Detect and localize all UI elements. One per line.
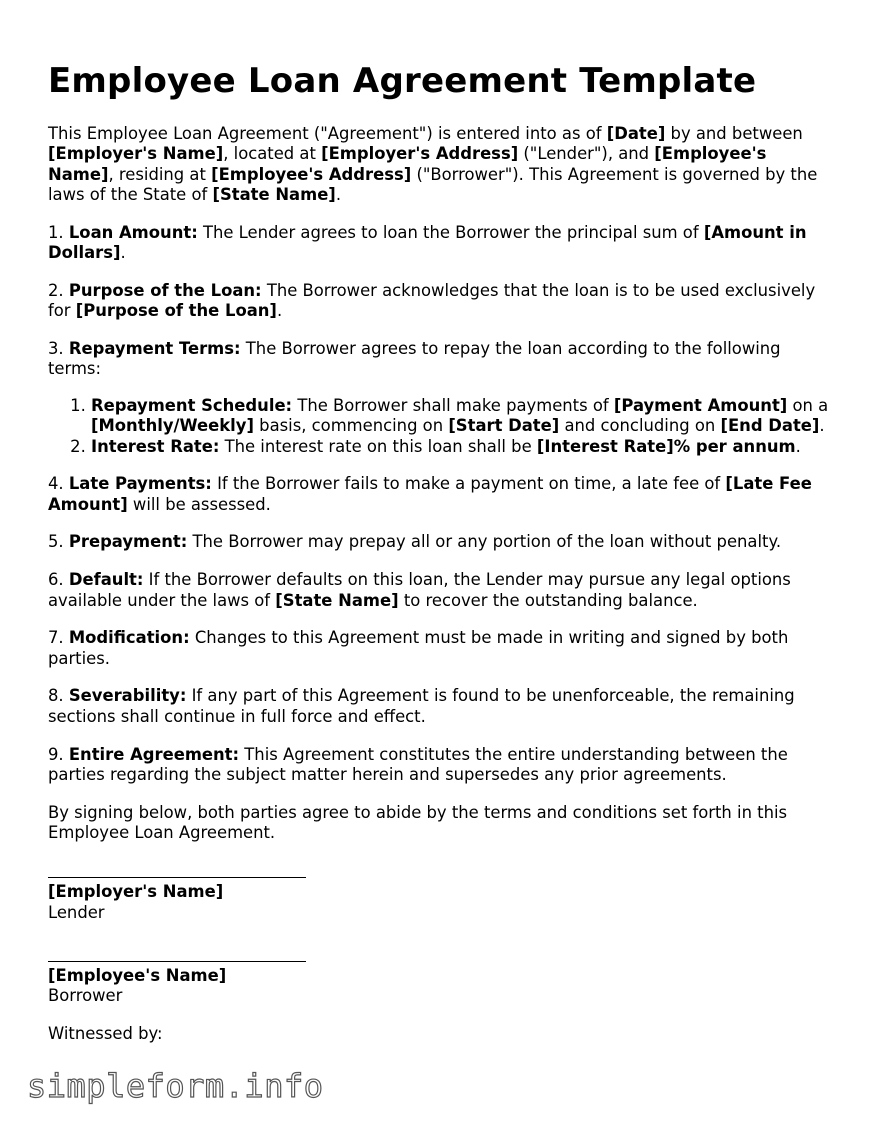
closing-paragraph: By signing below, both parties agree to abide by the terms and conditions set forth in this Employee Loan Agreement. [48, 802, 788, 842]
item-text: and concluding on [559, 416, 721, 436]
intro-paragraph [48, 124, 833, 205]
state-name-placeholder: [State Name] [212, 184, 336, 204]
item-text: The Borrower shall make payments of [292, 395, 614, 415]
employer-signature-block [48, 882, 833, 923]
employee-signature-line [48, 960, 306, 962]
intro-text: , located at [223, 144, 322, 164]
intro-text: This Employee Loan Agreement ("Agreement") is entered into as of [48, 124, 607, 143]
section-text: If the Borrower fails to make a payment on time, a late fee of [211, 474, 726, 494]
intro-text: , residing at [108, 164, 212, 184]
interest-rate-placeholder: [Interest Rate]% per annum [536, 436, 796, 456]
item-heading: Interest Rate: [91, 436, 220, 456]
section-repayment-terms [48, 339, 833, 380]
document-page [48, 58, 833, 1045]
employee-signature-block [48, 966, 833, 1007]
section-late-payments [48, 474, 833, 515]
employer-signature-line [48, 876, 306, 878]
employee-name-placeholder: [Employee's Name] [48, 965, 227, 985]
section-loan-amount [48, 223, 833, 264]
section-heading: Default: [68, 570, 144, 590]
employer-signature-name [48, 882, 833, 902]
section-number: 8. [48, 686, 69, 706]
employer-name-placeholder: [Employer's Name] [48, 144, 224, 164]
section-modification [48, 628, 833, 669]
employee-address-placeholder: [Employee's Address] [211, 164, 412, 184]
section-text: This Agreement constitutes the entire understanding between the parties regarding the subject matter herein and supersedes any prior agreements. [48, 744, 788, 784]
purpose-placeholder: [Purpose of the Loan] [75, 301, 277, 321]
witness-label: Witnessed by: [48, 1024, 163, 1044]
section-heading: Repayment Terms: [68, 338, 241, 358]
intro-text: . [335, 184, 342, 204]
section-number: 9. [48, 744, 69, 764]
section-prepayment [48, 532, 833, 552]
intro-text: ("Lender"), and [518, 144, 655, 164]
section-text: If the Borrower defaults on this loan, the Lender may pursue any legal options available under the laws of [48, 570, 791, 610]
amount-placeholder: [Amount in Dollars] [48, 222, 807, 262]
section-text: . [276, 301, 283, 321]
item-text: . [819, 416, 825, 436]
section-number: 2. [48, 280, 69, 300]
section-severability [48, 686, 833, 727]
item-heading: Repayment Schedule: [91, 395, 293, 415]
section-heading: Late Payments: [68, 474, 212, 494]
frequency-placeholder: [Monthly/Weekly] [91, 416, 254, 436]
section-number: 5. [48, 532, 69, 552]
late-fee-placeholder: [Late Fee Amount] [48, 474, 812, 514]
watermark: simpleform.info [27, 1067, 324, 1105]
employee-name-placeholder: [Employee's Name] [48, 144, 767, 184]
start-date-placeholder: [Start Date] [448, 416, 560, 436]
section-text: to recover the outstanding balance. [398, 590, 698, 610]
repayment-terms-list [48, 396, 833, 457]
section-text: The Borrower may prepay all or any portion of the loan without penalty. [187, 532, 782, 552]
section-text: The Borrower acknowledges that the loan is to be used exclusively for [48, 280, 816, 321]
section-number: 6. [48, 570, 69, 590]
item-text: basis, commencing on [253, 416, 449, 436]
employer-address-placeholder: [Employer's Address] [321, 144, 519, 164]
list-item [91, 437, 833, 457]
document-title: Employee Loan Agreement Template [48, 61, 757, 101]
section-heading: Purpose of the Loan: [68, 280, 262, 300]
section-heading: Loan Amount: [68, 222, 198, 242]
section-number: 7. [48, 628, 69, 648]
state-name-placeholder: [State Name] [275, 590, 399, 610]
section-default [48, 570, 833, 611]
end-date-placeholder: [End Date] [720, 416, 820, 436]
section-text: will be assessed. [127, 494, 271, 514]
intro-text: by and between [665, 124, 803, 143]
section-heading: Modification: [68, 628, 190, 648]
section-number: 4. [48, 474, 69, 494]
section-text: Changes to this Agreement must be made in writing and signed by both parties. [48, 628, 789, 668]
employer-name-placeholder: [Employer's Name] [48, 882, 224, 902]
employee-signature-role: Borrower [48, 986, 123, 1006]
section-text: The Borrower agrees to repay the loan according to the following terms: [48, 338, 781, 379]
item-text: . [795, 436, 801, 456]
section-entire-agreement [48, 745, 833, 786]
employee-signature-name [48, 966, 833, 986]
date-placeholder: [Date] [606, 124, 666, 143]
section-text: . [120, 242, 126, 262]
item-text: The interest rate on this loan shall be [219, 436, 537, 456]
list-item [91, 396, 833, 437]
intro-text: ("Borrower"). This Agreement is governed by the laws of the State of [48, 164, 818, 204]
section-heading: Severability: [68, 686, 187, 706]
section-text: The Lender agrees to loan the Borrower the principal sum of [197, 222, 704, 242]
section-heading: Prepayment: [68, 532, 188, 552]
section-number: 3. [48, 338, 69, 358]
employer-signature-role: Lender [48, 902, 105, 922]
section-text: If any part of this Agreement is found to be unenforceable, the remaining sections shall continue in full force and effect. [48, 686, 795, 726]
section-purpose [48, 281, 833, 322]
section-number: 1. [48, 222, 69, 242]
section-heading: Entire Agreement: [68, 744, 240, 764]
item-text: on a [787, 395, 829, 415]
payment-amount-placeholder: [Payment Amount] [613, 395, 788, 415]
